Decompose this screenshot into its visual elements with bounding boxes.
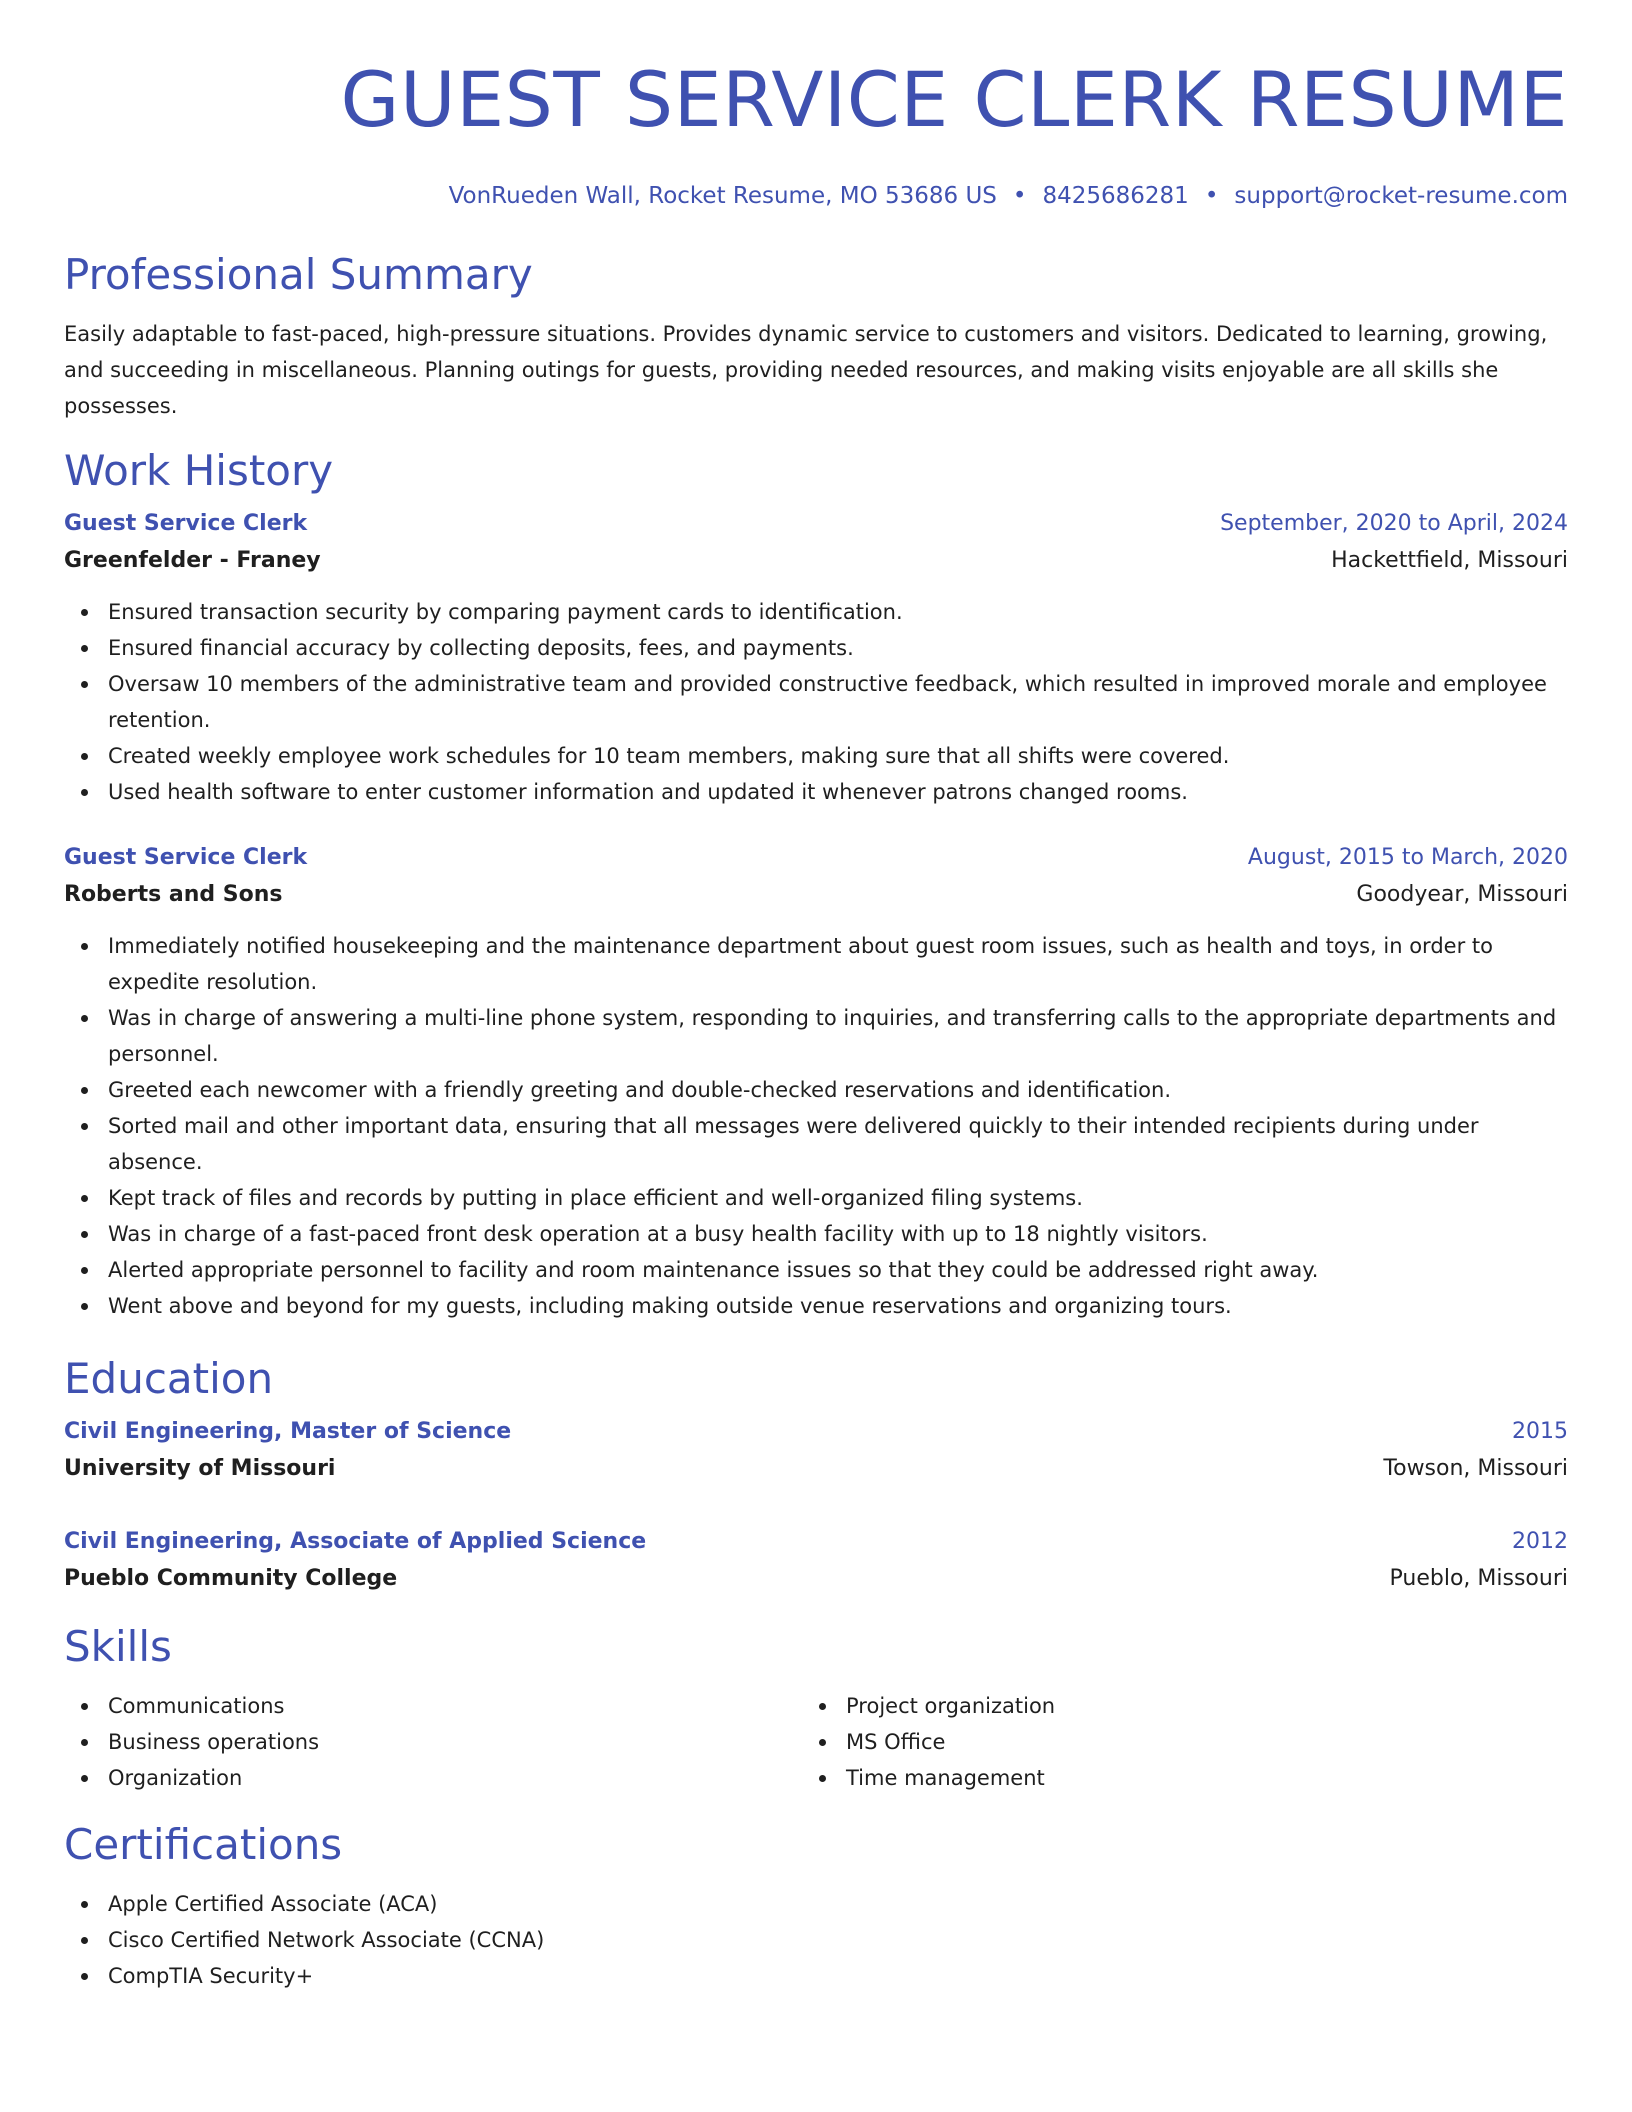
certifications-list [64,1886,1568,1994]
job-duties-list [64,594,1568,810]
education-header [64,1524,1568,1560]
skills-section [64,1620,1568,1796]
list-item: Organization [64,1760,802,1796]
school-location: Towson, Missouri [1383,1456,1568,1481]
list-item: Went above and beyond for my guests, including making outside venue reservations and organizing tours. [64,1288,1568,1324]
job-location: Goodyear, Missouri [1356,882,1568,907]
job-subheader [64,542,1568,580]
job-entry [64,840,1568,1324]
list-item: Apple Certified Associate (ACA) [64,1886,1568,1922]
contact-line [64,180,1568,212]
school-location: Pueblo, Missouri [1389,1566,1568,1591]
degree: Civil Engineering, Master of Science [64,1419,512,1444]
employer-name: Roberts and Sons [64,882,283,907]
list-item: Cisco Certified Network Associate (CCNA) [64,1922,1568,1958]
job-subheader [64,876,1568,914]
education-subheader [64,1560,1568,1598]
graduation-year: 2012 [1512,1529,1568,1554]
section-title-certifications: Certifications [64,1820,343,1869]
list-item: CompTIA Security+ [64,1958,1568,1994]
section-title-education: Education [64,1354,274,1403]
education-header [64,1414,1568,1450]
certifications-section [64,1818,1568,1994]
list-item: Greeted each newcomer with a friendly greeting and double-checked reservations and identification. [64,1072,1568,1108]
job-dates: August, 2015 to March, 2020 [1247,845,1568,870]
skills-list-left [64,1688,802,1796]
school-name: University of Missouri [64,1456,336,1481]
section-title-summary: Professional Summary [64,250,533,299]
education-subheader [64,1450,1568,1488]
list-item: Sorted mail and other important data, ensuring that all messages were delivered quickly to their intended recipients during under absence. [64,1108,1568,1180]
job-dates: September, 2020 to April, 2024 [1220,511,1568,536]
list-item: Ensured transaction security by comparing payment cards to identification. [64,594,1568,630]
phone[interactable]: 8425686281 [1042,183,1189,209]
list-item: Used health software to enter customer information and updated it whenever patrons changed rooms. [64,774,1568,810]
list-item: Immediately notified housekeeping and the maintenance department about guest room issues, such as health and toys, in order to expedite resolution. [64,928,1568,1000]
degree: Civil Engineering, Associate of Applied Science [64,1529,647,1554]
list-item: Was in charge of a fast-paced front desk operation at a busy health facility with up to 18 nightly visitors. [64,1216,1568,1252]
list-item: Oversaw 10 members of the administrative team and provided constructive feedback, which resulted in improved morale and employee retention. [64,666,1568,738]
list-item: Was in charge of answering a multi-line phone system, responding to inquiries, and transferring calls to the appropriate departments and personnel. [64,1000,1568,1072]
list-item: Ensured financial accuracy by collecting deposits, fees, and payments. [64,630,1568,666]
contact-separator: • [1012,183,1027,209]
graduation-year: 2015 [1512,1419,1568,1444]
email-link[interactable]: support@rocket-resume.com [1234,183,1568,209]
education-entry [64,1414,1568,1488]
address: VonRueden Wall, Rocket Resume, MO 53686 US [448,183,997,209]
job-header [64,506,1568,542]
education-section [64,1352,1568,1598]
list-item: MS Office [802,1724,1540,1760]
contact-separator: • [1204,183,1219,209]
employer-name: Greenfelder - Franey [64,548,321,573]
summary-text: Easily adaptable to fast-paced, high-pressure situations. Provides dynamic service to customers and visitors. Dedicated to learning, growing, and succeeding in miscellaneous. Planning outings for guests, providing needed resources, and making visits enjoyable are all skills she possesses. [64,322,1548,418]
job-duties-list [64,928,1568,1324]
list-item: Time management [802,1760,1540,1796]
education-entry [64,1524,1568,1598]
job-location: Hackettfield, Missouri [1331,548,1568,573]
job-entry [64,506,1568,810]
summary-section [64,248,1568,424]
job-title: Guest Service Clerk [64,845,308,870]
work-history-section [64,444,1568,1324]
list-item: Kept track of files and records by putting in place efficient and well-organized filing systems. [64,1180,1568,1216]
list-item: Project organization [802,1688,1540,1724]
list-item: Alerted appropriate personnel to facility and room maintenance issues so that they could be addressed right away. [64,1252,1568,1288]
list-item: Created weekly employee work schedules for 10 team members, making sure that all shifts were covered. [64,738,1568,774]
school-name: Pueblo Community College [64,1566,398,1591]
resume-title: GUEST SERVICE CLERK RESUME [340,55,1568,144]
job-title: Guest Service Clerk [64,511,308,536]
list-item: Communications [64,1688,802,1724]
section-title-work-history: Work History [64,446,334,495]
skills-grid [64,1688,1568,1796]
section-title-skills: Skills [64,1622,172,1671]
list-item: Business operations [64,1724,802,1760]
skills-list-right [802,1688,1540,1796]
job-header [64,840,1568,876]
